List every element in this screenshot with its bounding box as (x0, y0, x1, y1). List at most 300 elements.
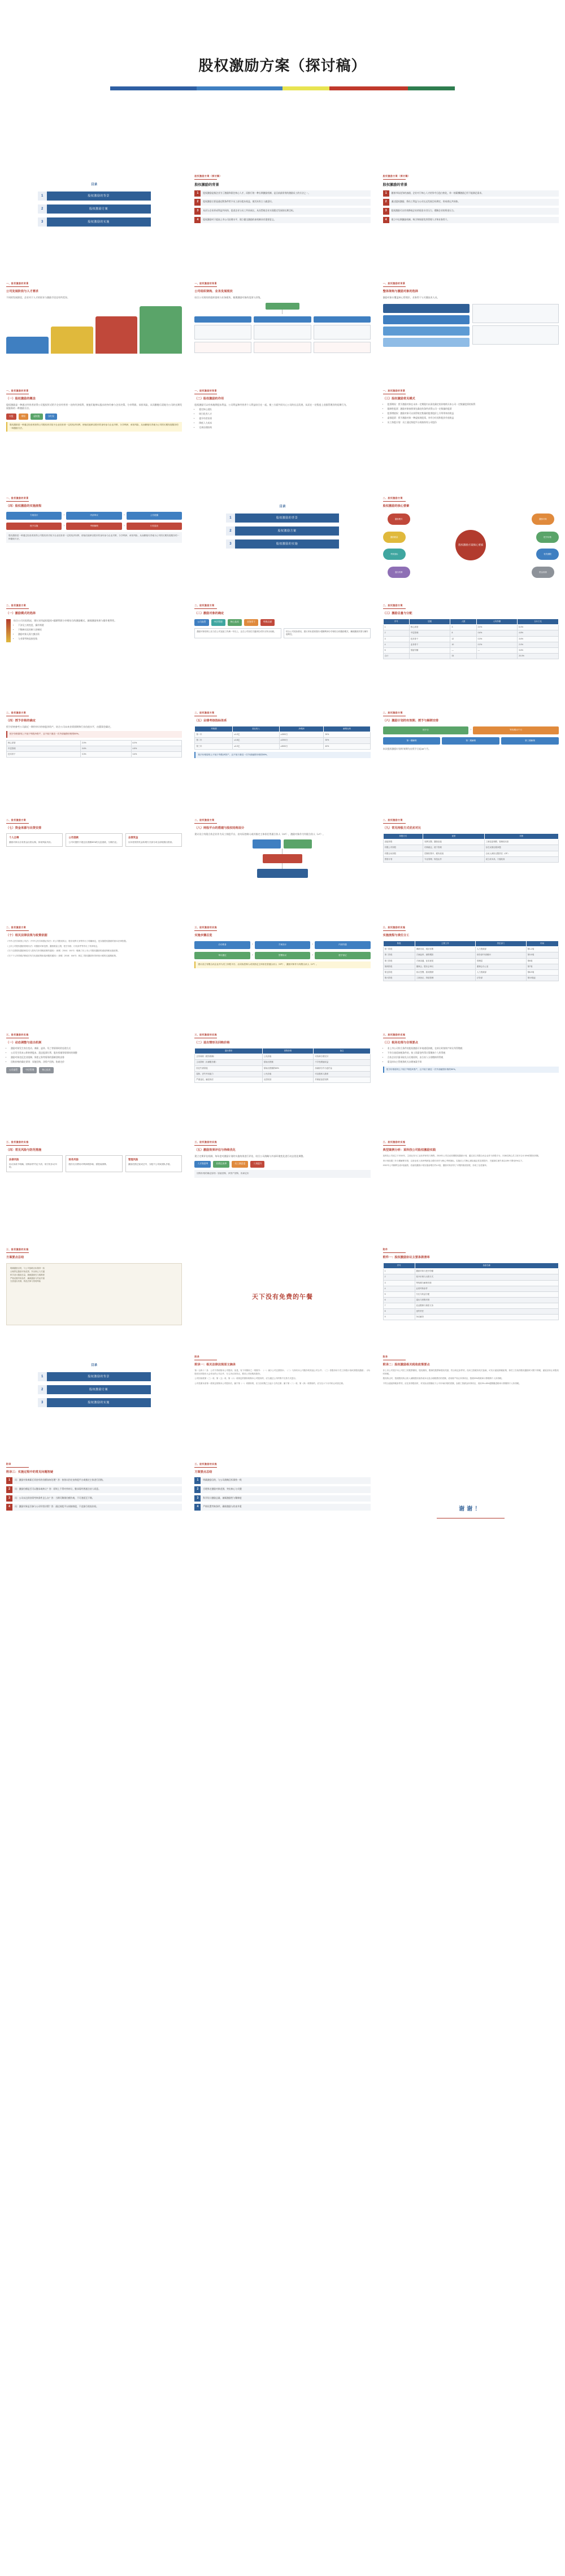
slide-funding (0, 813, 188, 921)
cell: 并保留追偿权利 (314, 1077, 370, 1082)
slide-tag: 三、股权激励的实施 (383, 926, 406, 929)
slide-title: 公司发展阶段与人才需求 (6, 290, 39, 294)
cell: 方案起草、测算模拟 (415, 952, 475, 958)
slide-process (0, 491, 188, 599)
cell: 33 (450, 653, 476, 659)
cell: 5 (383, 647, 409, 653)
item-number: 3 (383, 208, 389, 215)
col-header: 人均份额 (476, 619, 518, 625)
slide-mode-choice (0, 599, 188, 706)
col-header: 解锁比例 (324, 726, 370, 732)
list-item: • 不涉及工商变更，操作简便 (18, 624, 182, 628)
list-item[interactable] (226, 539, 339, 549)
slide-body: 结合公司实际情况，建议采用虚拟股权+超额利润分享相结合的激励模式，兼顾激励效果与操作便利性。 (14, 619, 117, 623)
table-header-row (383, 941, 558, 947)
slide-core-elements (377, 491, 565, 599)
slide-title: （四）授予价格的确定 (6, 719, 36, 723)
list-item: • 吸引优秀人才 (199, 413, 370, 416)
slide-summary (0, 1243, 188, 1350)
agenda-list (226, 514, 339, 549)
table-row (383, 1286, 558, 1291)
agenda-number: 1 (226, 514, 235, 523)
chip: 中层管理 (23, 1067, 37, 1074)
table-header-row (383, 619, 558, 625)
bullet-list (388, 1047, 559, 1064)
list-item: • 股票期权：授予激励对象在未来一定期限内以预先确定的价格购买本公司一定数量股票的权利 (388, 403, 559, 407)
cell: 0.3% (476, 636, 518, 642)
table-row (195, 1077, 370, 1082)
slide-tag: 三、股权激励的实施 (6, 1248, 29, 1251)
cell: 工商变更频繁、管理成本高 (484, 839, 558, 845)
slide-tag: 股权激励方案（探讨稿） (383, 175, 411, 177)
table-row (383, 964, 558, 969)
slide-tag: 附录 (6, 1463, 11, 1465)
column-title: 财务风险 (68, 1158, 79, 1161)
process-flow (6, 512, 182, 519)
list-item: • 激励对象无需大额出资 (18, 633, 182, 637)
highlight-note: 授予价格原则上不低于每股净资产，且不低于最近一次外部融资价格的50%。 (194, 752, 370, 759)
arrow-icon: › (251, 953, 253, 957)
cell: 预留份额 (409, 647, 450, 653)
slide-note: 结合公司现有的组织架构与业务板块，梳理激励对象的范围与层级。 (194, 296, 263, 299)
flow-step: 授予登记 (315, 952, 370, 959)
tag-divider (194, 1467, 217, 1468)
paragraph: 合理界定激励对象范围，突出核心与关键 (10, 1270, 45, 1273)
column-title: 公司借款 (68, 836, 79, 839)
flow-step: 公告披露 (127, 512, 182, 519)
col-header: 退出情形 (195, 1048, 262, 1054)
item-text: 股权激励可以有效降低企业的现金支付压力，缓解企业的资金压力。 (389, 208, 559, 215)
numbered-list (383, 190, 559, 224)
detail-box: 激励对象原则上应当在公司连续工作满一年以上，且在公司担任关键岗位或作出突出贡献。 (194, 628, 281, 639)
chip: 虚拟股 (31, 414, 42, 420)
bullet-list (388, 403, 559, 424)
list-item: • 非上市公司符合条件的股权激励可申请递延纳税，在转让时按财产转让所得缴税 (388, 1047, 559, 1051)
list-item (194, 208, 370, 215)
slide-title: 实施流程与责任分工 (383, 934, 410, 938)
paragraph: 某科技公司成立于2015年，主营业务为工业软件研发与销售。2019年公司启动首期股权激励计划，通过设立有限合伙企业作为持股平台，向38名核心员工授予合计15%的股权份额。 (383, 1155, 541, 1158)
item-number: 1 (194, 1477, 201, 1484)
tag-divider (194, 179, 217, 180)
slide-compare (377, 813, 565, 921)
item-number: 1 (194, 190, 201, 197)
table-row (195, 1065, 370, 1071)
slide-title: 股权激励的背景 (383, 183, 407, 188)
slide-title: 附件一：股权激励协议主要条款清单 (383, 1256, 430, 1260)
list-item[interactable] (38, 1385, 151, 1394)
slide-title: （六）激励计划的有效期、授予与解锁安排 (383, 719, 439, 723)
cell: 1 (383, 1269, 415, 1274)
col-header: 合计占比 (518, 619, 559, 625)
list-item: • 公司发生资本公积转增股本、派送股票红利、股份拆细等情形时的调整 (11, 1052, 182, 1055)
list-item: • 完善治理结构 (199, 427, 370, 430)
chip: 公司高管 (6, 1067, 20, 1074)
chip-row (194, 619, 370, 626)
column-title: 管理风险 (128, 1158, 138, 1161)
cell: 主动辞职（未满服务期） (195, 1060, 262, 1065)
slide-tag: 二、股权激励方案 (383, 711, 403, 714)
tag-divider (194, 1145, 217, 1146)
table-row (383, 647, 558, 653)
col-header: 优势 (423, 834, 484, 839)
slide-schedule (377, 706, 565, 813)
list-item[interactable] (38, 1398, 151, 1407)
column-title: 法律风险 (9, 1158, 19, 1161)
diagram-node: 退出机制 (388, 567, 410, 578)
slide-body: 股权激励可以有效地将股东利益、公司利益和经营者个人利益结合在一起，使三方面共同关心公司的长远发展，从而在一定程度上克服管理层的短期行为。 (194, 403, 349, 407)
table-row (383, 625, 558, 630)
cell: 3.6% (518, 647, 559, 653)
cell: 第二阶段 (383, 952, 415, 958)
paragraph: 《关于完善股权激励和技术入股有关所得税政策的通知》（财税〔2016〕101号）明确了非上市公司股权激励的递延纳税优惠政策。 (6, 950, 120, 952)
cell: 8 (383, 1309, 415, 1315)
table-row (383, 653, 558, 659)
table-row (383, 975, 558, 981)
list-item: • 不符合递延纳税条件的，按工资薪金所得计算缴纳个人所得税 (388, 1052, 559, 1055)
agenda-number: 2 (226, 526, 235, 536)
slide-title: （五）激励效果评估与持续优化 (194, 1148, 236, 1152)
slide-agenda-3 (0, 1350, 188, 1457)
flow-step: 考核解锁 (66, 523, 121, 530)
flow-step: 签署协议 (255, 952, 310, 959)
cell: 2.0% (476, 625, 518, 630)
agenda-list (38, 192, 151, 227)
cell: ≥2.2亿 (233, 743, 279, 749)
item-text: 科学设计激励总量，兼顾激励性与稀释度 (201, 1495, 370, 1502)
table-row (383, 1280, 558, 1286)
table-row (195, 1071, 370, 1077)
diagram-center-label: 股权激励方案核心要素 (455, 530, 486, 560)
list-item[interactable] (38, 217, 151, 227)
list-item (6, 1486, 182, 1493)
list-item[interactable] (38, 1372, 151, 1381)
cell: ≥1.6亿 (233, 738, 279, 743)
flow-step: 授予实施 (6, 523, 62, 530)
agenda-label: 股权激励的实施 (47, 217, 151, 227)
cell: 第六阶段 (383, 975, 415, 981)
slide-concept (0, 384, 188, 491)
col-header: 考核期 (195, 726, 233, 732)
col-header: 主要工作 (415, 941, 475, 947)
item-text: 股权激励是指企业为了激励和留住核心人才，而推行的一种长期激励机制，是目前最常用的激励员工的方法之一。 (201, 190, 370, 197)
cell: 分红与收益分配 (415, 1291, 558, 1297)
column (66, 833, 122, 847)
column-text: 公司可提供不超过出资额50%的无息借款，分期归还。 (68, 841, 119, 843)
cell: 专业管理、规范运作 (423, 856, 484, 862)
chip-row (6, 414, 182, 420)
table-row (383, 630, 558, 636)
agenda-label: 股权激励方案 (235, 526, 339, 536)
column (6, 833, 63, 847)
highlight-note: 授予价格原则上不低于每股净资产，且不低于最近一次外部融资价格的50%。 (6, 731, 182, 738)
list-item (194, 217, 370, 224)
table-row (383, 636, 558, 642)
slide-note: 不同的发展阶段，企业对于人才的诉求与激励手段也有所差异。 (6, 296, 69, 299)
slide-grid (0, 169, 565, 1565)
item-number: 3 (194, 208, 201, 215)
cell: 7 (383, 1303, 415, 1308)
paragraph: 该计划设置三年分期解锁安排，以营业收入和净利润复合增长率作为核心考核指标。实施后公司核心团队稳定性显著提升，关键岗位流失率由18%下降至5%以下。 (383, 1159, 524, 1162)
cell: 9 (383, 1315, 415, 1320)
list-item (383, 190, 559, 197)
slide-tag: 三、股权激励的实施 (383, 1141, 406, 1143)
column-text: 股份支付费用对利润的影响，需提前测算。 (68, 1163, 108, 1165)
list-item (383, 217, 559, 224)
table-row (383, 851, 558, 856)
cell: 6.0% (131, 740, 182, 746)
cell: 6.0% (518, 625, 559, 630)
roles-table (383, 941, 559, 981)
list-item: • 与业绩考核直接挂钩 (18, 638, 182, 641)
column (66, 1155, 122, 1172)
tag-divider (383, 930, 406, 931)
slide-tag: 一、股权激励的背景 (6, 497, 29, 499)
table-row (383, 839, 558, 845)
cell: 扣减部分作为违约金 (314, 1065, 370, 1071)
item-number: 2 (194, 199, 201, 206)
paragraph: 公司因前款第（三）项、第（五）项、第（六）项规定的情形收购本公司股份的，应当通过公开的集中交易方式进行。 (194, 1377, 298, 1380)
slide-legal-basis (0, 921, 188, 1028)
flow-step: 第三期解锁 (501, 737, 559, 745)
slide-tag: 股权激励方案（探讨稿） (194, 175, 222, 177)
agenda-number: 2 (38, 204, 47, 214)
slide-risks (0, 1135, 188, 1243)
cell: 第一阶段 (383, 947, 415, 952)
cell: 资管计划 (383, 856, 423, 862)
list-item[interactable] (38, 204, 151, 214)
slide-title: （十）相关法律法规与政策依据 (6, 934, 47, 938)
cell: 中层管理 (409, 630, 450, 636)
slide-appendix-law (188, 1350, 376, 1457)
cell: 竞业限制与保密义务 (415, 1303, 558, 1308)
cell: 管理层 (476, 958, 527, 964)
list-item (383, 199, 559, 206)
bullet-list (18, 624, 182, 641)
slide-faq (0, 1457, 188, 1565)
accent-bar-layout (6, 619, 182, 642)
chip: 公司高管 (194, 619, 208, 626)
col-header: 人数 (450, 619, 476, 625)
slide-tag: 三、股权激励的实施 (6, 1033, 29, 1036)
tag-divider (6, 930, 29, 931)
item-number: 4 (383, 217, 389, 224)
slide-targets (188, 599, 376, 706)
cell: 4 (383, 642, 409, 647)
slide-title: （二）退出情形及回购价格 (194, 1041, 230, 1045)
cell: 调研访谈、现状诊断 (415, 947, 475, 952)
table-row (383, 1274, 558, 1280)
paragraph: 2022年公司顺利完成C轮融资，估值较激励计划实施前增长约4.2倍，激励对象获得了可观的账面回报，形成了良性循环。 (383, 1164, 489, 1167)
detail-box: 结合公司实际情况，建议采用虚拟股权+超额利润分享相结合的激励模式，兼顾激励效果与操作便利性。 (284, 628, 371, 639)
highlight-note: 建议设立有限合伙企业作为员工持股平台，由实际控制人或其指定主体担任普通合伙人（GP），激励对象作为有限合伙人（LP）。 (194, 961, 370, 968)
page-title: 股权激励方案（探讨稿） (198, 57, 367, 74)
chip: 实股 (6, 414, 16, 420)
slide-org-structure (188, 277, 376, 384)
arrow-icon: › (312, 943, 314, 947)
price-grid (6, 740, 182, 758)
chip: 人才保留率 (194, 1161, 211, 1168)
cell: 原始出资额的80% (262, 1065, 314, 1071)
cell: 第8-9周 (526, 969, 558, 975)
tag-divider (6, 286, 29, 287)
slide-evaluation (188, 1135, 376, 1243)
tag-divider (194, 286, 217, 287)
cell: 40% (324, 743, 370, 749)
slide-tag: 一、股权激励的背景 (6, 389, 29, 392)
process-flow-2 (6, 523, 182, 530)
flow-step: 第一期解锁 (383, 737, 441, 745)
agenda-label: 股权激励的背景 (235, 514, 339, 523)
slide-tag: 二、股权激励方案 (194, 711, 215, 714)
table-row (383, 1269, 558, 1274)
slide-dev-stage (0, 277, 188, 384)
chip: 核心技术 (228, 619, 242, 626)
tag-divider (6, 1467, 29, 1468)
list-item: • 虚拟股票：授予激励对象一种虚拟的股票，享有分红权和股价升值收益 (388, 417, 559, 420)
cell: — (450, 647, 476, 653)
table-row (383, 958, 558, 964)
cell (476, 653, 518, 659)
cell: 核心高管 (7, 740, 81, 746)
column-text: 协议条款不明确，回购条件约定不清，易引发争议纠纷。 (9, 1163, 57, 1169)
table-header-row (195, 1048, 370, 1054)
slide-title: （九）常见持股方式优劣对比 (383, 826, 421, 830)
end-divider (437, 1518, 505, 1519)
chip: 业务骨干 (244, 619, 258, 626)
diagram-node: 考核指标 (383, 549, 406, 560)
slide-roles (377, 921, 565, 1028)
slide-tag: 一、股权激励的背景 (383, 282, 406, 285)
cell: 第3-5周 (526, 952, 558, 958)
paragraph: 严格设置考核条件，确保激励与约束并重 (10, 1277, 45, 1280)
item-text: 严格设置考核条件，确保激励与约束并重 (201, 1504, 370, 1511)
slide-title: 附录三：实施过程中的常见问题答疑 (6, 1470, 54, 1474)
cell: 3 (450, 625, 476, 630)
agenda-heading: 目录 (279, 505, 286, 508)
cell: 董事会办公室 (476, 964, 527, 969)
slide-agenda-1 (0, 169, 188, 277)
chip: 业绩达成率 (213, 1161, 229, 1168)
cell: 合计 (383, 653, 409, 659)
agenda-label: 股权激励的实施 (47, 1398, 151, 1407)
agenda-label: 股权激励的实施 (235, 539, 339, 549)
timeline-flow (383, 726, 559, 734)
slide-tag: 附录 (194, 1355, 200, 1358)
slide-tag: 二、股权激励方案 (194, 819, 215, 821)
agenda-number: 2 (38, 1385, 47, 1394)
slide-body: 建议设立有限合伙企业作为员工持股平台，由实际控制人或其指定主体担任普通合伙人（GP），激励对象作为有限合伙人（LP）。 (194, 833, 325, 836)
slide-title: 方案要点总结 (194, 1470, 212, 1474)
cell: 协议签署、款项缴纳 (415, 969, 475, 975)
slide-title: 典型案例分析：某科技公司股权激励实践 (383, 1148, 436, 1152)
item-text: 明确激励目的，与公司战略目标保持一致 (201, 1477, 370, 1484)
table-row (195, 1060, 370, 1065)
item-number: 2 (6, 1486, 12, 1493)
item-text: 从而与企业形成利益共同体，促进企业与员工共同成长，从而帮助企业实现稳定发展的长期目标。 (201, 208, 370, 215)
flow-step: 方案设计 (6, 512, 62, 519)
cell: 设立成本高、门槛较高 (484, 856, 558, 862)
table-header-row (383, 834, 558, 839)
list-item: • 激励对象发生岗位变动、离职、退休、死亡等情形时的处理方式 (11, 1047, 182, 1051)
tag-divider (383, 179, 406, 180)
agenda-number: 3 (226, 539, 235, 549)
cell: 2 (383, 1274, 415, 1280)
chip: 分红权 (45, 414, 57, 420)
cell: 第10周起 (526, 975, 558, 981)
diagram-node: 授予价格 (536, 532, 559, 543)
cell: 第7周 (526, 964, 558, 969)
list-item[interactable] (226, 526, 339, 536)
cell: 结构稳定、便于管理 (423, 845, 484, 851)
list-item[interactable] (38, 192, 151, 201)
list-item (6, 1477, 182, 1484)
slide-tag: 二、股权激励方案 (6, 711, 27, 714)
title-color-bar (110, 86, 455, 90)
cell: 无偿收回 (262, 1077, 314, 1082)
cell: 0.6% (80, 746, 131, 752)
col-header: 回购价格 (262, 1048, 314, 1054)
numbered-list (194, 1477, 370, 1511)
agenda-label: 股权激励方案 (47, 1385, 151, 1394)
arrow-icon: › (312, 953, 314, 957)
flow-step: 内部沟通 (315, 941, 370, 948)
item-text: 问：激励份额是否可以继承或转让？答：原则上不得对外转让，继承需经普通合伙人同意。 (12, 1486, 182, 1493)
slide-effects (188, 384, 376, 491)
slide-summary-points (188, 1457, 376, 1565)
tag-divider (383, 501, 406, 502)
item-text: 问：激励对象离职后其持有的份额如何处理？答：按协议约定由持股平台或指定主体进行回购。 (12, 1477, 182, 1484)
tag-divider (383, 608, 406, 609)
table-row (383, 947, 558, 952)
cell: 等待期与解锁安排 (415, 1280, 558, 1286)
bullet-list (11, 1047, 182, 1064)
clause-table (383, 1263, 559, 1320)
slide-title: （二）股权激励的作用 (194, 397, 224, 401)
flow-step: 启动准备 (194, 941, 250, 948)
slide-body: 建立定期评估机制，每年度对激励计划的实施效果进行评估，结合公司战略与外部环境变化进行动态优化调整。 (194, 1155, 306, 1158)
slide-case-study (377, 1135, 565, 1243)
flow-step: 方案设计 (255, 941, 310, 948)
slide-title: （三）股权激励常见模式 (383, 397, 415, 401)
slide-exit-mechanism (0, 1028, 188, 1135)
item-text: 股权激励主要是通过附条件给予员工部分股东权益，使其具有主人翁意识。 (201, 199, 370, 206)
title-slide (0, 0, 565, 169)
cell: 争议解决 (415, 1315, 558, 1320)
slide-title: 股权激励的核心要素 (383, 504, 410, 508)
list-item (6, 1504, 182, 1511)
slide-target-selection (377, 277, 565, 384)
item-number: 3 (194, 1495, 201, 1502)
list-item (194, 1477, 370, 1484)
item-number: 2 (194, 1486, 201, 1493)
slide-models (377, 384, 565, 491)
slide-tag: 二、股权激励方案 (6, 604, 27, 607)
cell: 0.2% (476, 642, 518, 647)
cell: 30% (324, 738, 370, 743)
process-flow-2 (194, 952, 370, 959)
cell: 法务部 (476, 975, 527, 981)
cell: 原始出资额 (262, 1060, 314, 1065)
slide-platform (188, 813, 376, 921)
list-item (194, 1504, 370, 1511)
column (125, 833, 182, 847)
cell: 3.6% (518, 636, 559, 642)
arrow-icon: › (123, 524, 125, 528)
list-item[interactable] (226, 514, 339, 523)
table-row (7, 752, 182, 758)
cell: ≥1.2亿 (233, 732, 279, 738)
flow-step: 授予日 (383, 726, 469, 734)
